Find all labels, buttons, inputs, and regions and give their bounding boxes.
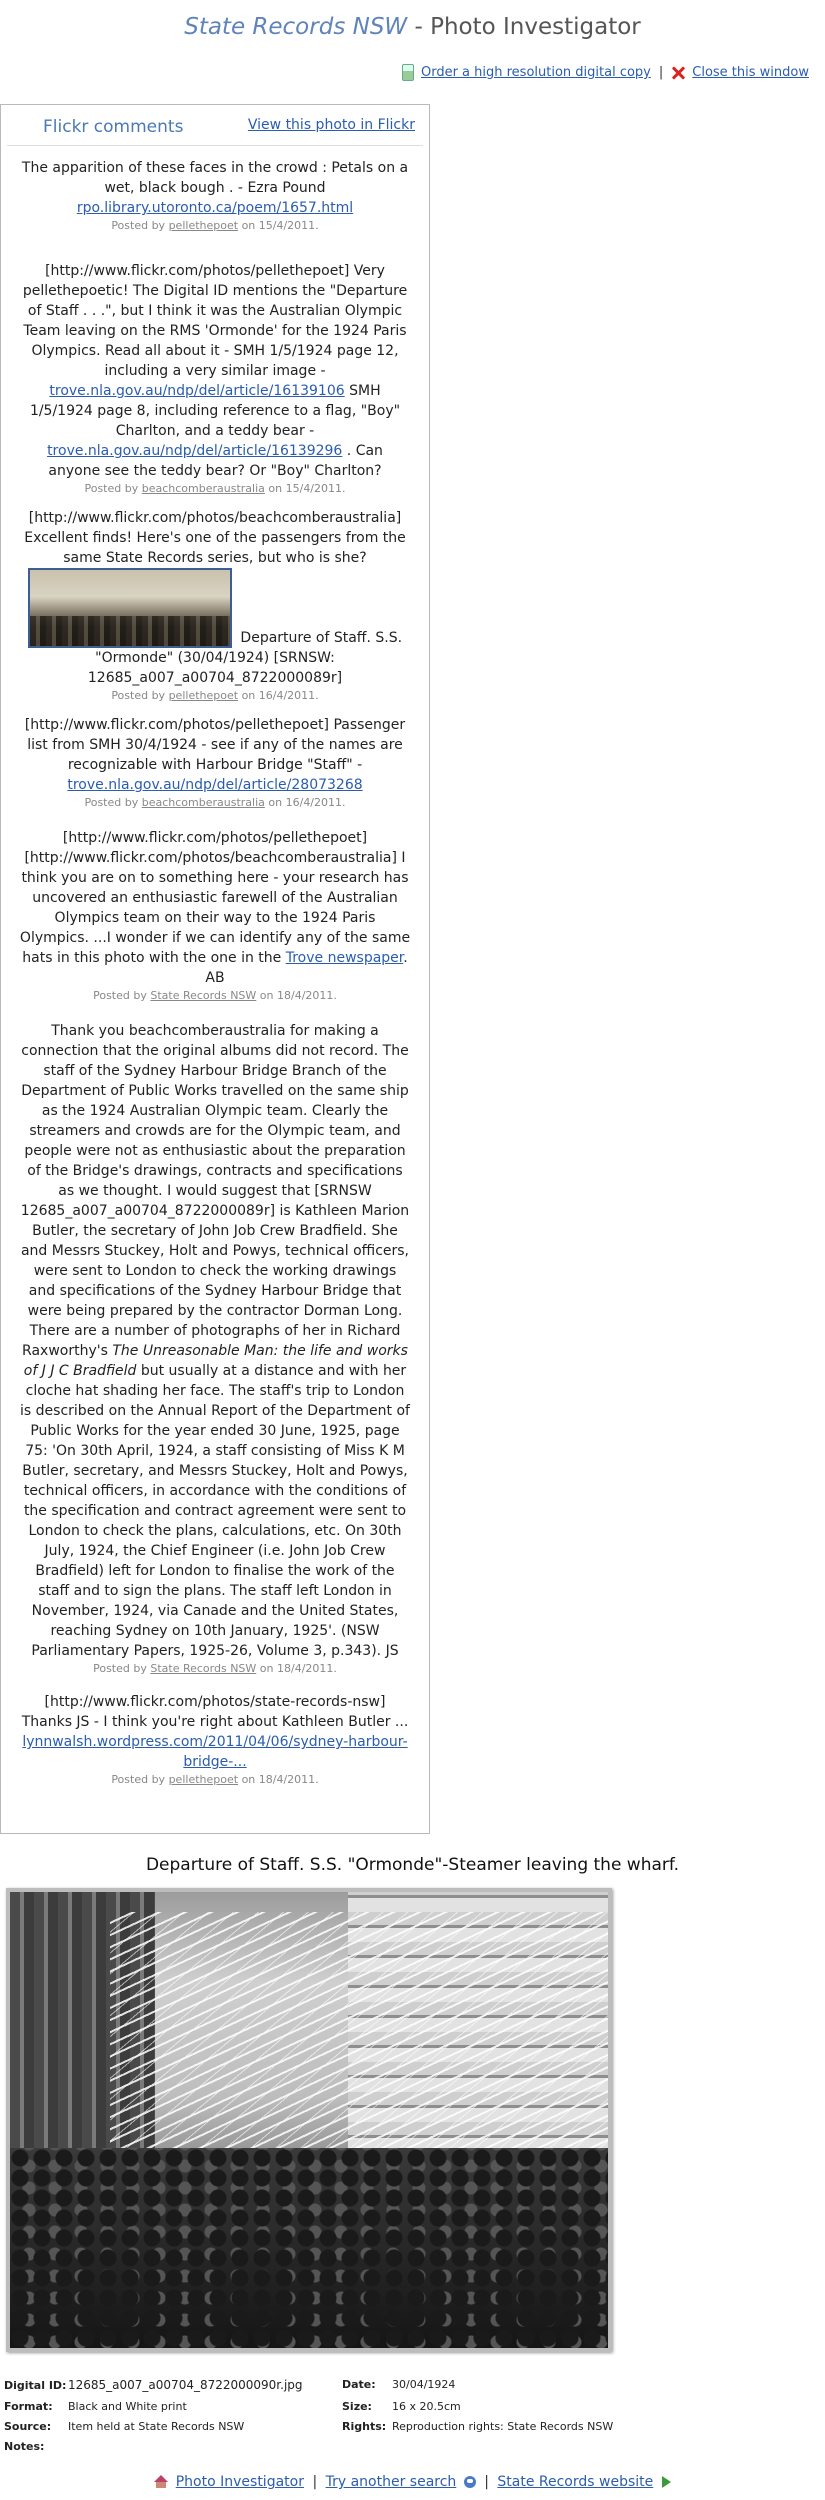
app-name: Photo Investigator bbox=[430, 14, 641, 40]
comment bbox=[1, 1021, 429, 1676]
comment-date: 16/4/2011. bbox=[285, 796, 346, 809]
comment-link[interactable]: trove.nla.gov.au/ndp/del/article/28073268 bbox=[67, 777, 363, 793]
posted-by-label: Posted by bbox=[93, 989, 147, 1002]
photo-crowd bbox=[10, 2148, 608, 2348]
close-icon[interactable] bbox=[671, 66, 685, 80]
rights-value: Reproduction rights: State Records NSW bbox=[392, 2420, 614, 2433]
comment-text: [http://www.flickr.com/photos/state-records-nsw] Thanks JS - I think you're right about Kathleen Butler ... bbox=[21, 1694, 409, 1730]
panel-title: Flickr comments bbox=[43, 117, 184, 137]
posted-by-label: Posted by bbox=[93, 1662, 147, 1675]
main-photo bbox=[6, 1888, 612, 2352]
comment-author[interactable]: State Records NSW bbox=[150, 989, 257, 1002]
comment bbox=[1, 158, 429, 233]
comment-meta bbox=[19, 795, 411, 810]
on-label: on bbox=[241, 219, 256, 232]
footer-divider: | bbox=[484, 2474, 489, 2490]
posted-by-label: Posted by bbox=[84, 482, 139, 495]
comment bbox=[1, 1692, 429, 1787]
state-records-website-link[interactable]: State Records website bbox=[497, 2474, 654, 2490]
rights-label: Rights: bbox=[342, 2420, 387, 2433]
source-label: Source: bbox=[4, 2420, 52, 2433]
comment-date: 15/4/2011. bbox=[285, 482, 346, 495]
home-icon[interactable] bbox=[154, 2475, 168, 2482]
photo-investigator-link[interactable]: Photo Investigator bbox=[175, 2474, 304, 2490]
book-title: The Unreasonable Man: the life and works of J J C Bradfield bbox=[23, 1343, 408, 1379]
on-label: on bbox=[241, 689, 256, 702]
comment-author[interactable]: State Records NSW bbox=[150, 1662, 257, 1675]
comment bbox=[1, 715, 429, 810]
notes-row bbox=[4, 2440, 68, 2453]
comment-date: 15/4/2011. bbox=[258, 219, 319, 232]
comment-author[interactable]: beachcomberaustralia bbox=[141, 482, 265, 495]
comment-author[interactable]: pellethepoet bbox=[168, 689, 239, 702]
comment-meta bbox=[19, 1661, 411, 1676]
rights-row bbox=[342, 2420, 613, 2433]
comment-body bbox=[19, 715, 411, 795]
on-label: on bbox=[268, 796, 283, 809]
source-row bbox=[4, 2420, 244, 2433]
comment-link[interactable]: rpo.library.utoronto.ca/poem/1657.html bbox=[76, 200, 354, 216]
format-value: Black and White print bbox=[68, 2400, 187, 2413]
order-copy-link[interactable]: Order a high resolution digital copy bbox=[420, 65, 651, 80]
format-label: Format: bbox=[4, 2400, 53, 2413]
notes-label: Notes: bbox=[4, 2440, 45, 2453]
format-row bbox=[4, 2400, 187, 2413]
panel-header bbox=[7, 105, 423, 146]
comment-link[interactable]: lynnwalsh.wordpress.com/2011/04/06/sydney-harbour-bridge-... bbox=[22, 1734, 408, 1770]
comment-body bbox=[19, 508, 411, 688]
page-title bbox=[0, 14, 825, 40]
comment-text: [http://www.flickr.com/photos/pellethepoet] [http://www.flickr.com/photos/beachcomberaustralia] I think you are on to something here - your research has uncovered an enthusiastic farewell of the Australian Olympics team on their way to the 1924 Paris Olympics. ...I wonder if we can identify any of the same hats in this photo with the one in the bbox=[19, 830, 411, 966]
posted-by-label: Posted by bbox=[111, 1773, 166, 1786]
comment-text: [http://www.flickr.com/photos/beachcomberaustralia] Excellent finds! Here's one of the passengers from the same State Records series, but who is she? bbox=[24, 510, 406, 566]
comment bbox=[1, 508, 429, 703]
comment-meta bbox=[19, 688, 411, 703]
comment-link[interactable]: Trove newspaper bbox=[285, 950, 404, 966]
posted-by-label: Posted by bbox=[111, 689, 166, 702]
title-separator: - bbox=[407, 14, 431, 40]
actions-divider: | bbox=[658, 65, 664, 80]
posted-by-label: Posted by bbox=[111, 219, 166, 232]
comment-meta bbox=[19, 988, 411, 1003]
site-name: State Records NSW bbox=[184, 14, 408, 40]
size-row bbox=[342, 2400, 461, 2413]
photo-caption: Departure of Staff. S.S. "Ormonde"-Steamer leaving the wharf. bbox=[145, 1855, 680, 1875]
comment-text: The apparition of these faces in the crowd : Petals on a wet, black bough . - Ezra Pound bbox=[21, 160, 409, 196]
digital-id-label: Digital ID: bbox=[4, 2379, 67, 2392]
search-icon[interactable] bbox=[464, 2476, 476, 2488]
comment-link[interactable]: trove.nla.gov.au/ndp/del/article/16139106 bbox=[49, 383, 345, 399]
on-label: on bbox=[259, 989, 274, 1002]
comment-text: . Can anyone see the teddy bear? Or "Boy" Charlton? bbox=[48, 443, 383, 479]
comment-date: 18/4/2011. bbox=[277, 989, 337, 1002]
comment-meta bbox=[19, 481, 411, 496]
date-value: 30/04/1924 bbox=[392, 2378, 456, 2391]
on-label: on bbox=[241, 1773, 256, 1786]
posted-by-label: Posted by bbox=[84, 796, 139, 809]
date-row bbox=[342, 2378, 455, 2391]
comment-text: [http://www.flickr.com/photos/pellethepoet] Passenger list from SMH 30/4/1924 - see if any of the names are recognizable with Harbour Bridge "Staff" - bbox=[24, 717, 406, 773]
comment-link[interactable]: trove.nla.gov.au/ndp/del/article/16139296 bbox=[47, 443, 343, 459]
comment-date: 18/4/2011. bbox=[258, 1773, 319, 1786]
passenger-thumbnail[interactable] bbox=[28, 568, 232, 648]
comment-meta bbox=[19, 1772, 411, 1787]
comment-text: SMH 1/5/1924 page 8, including reference to a flag, "Boy" Charlton, and a teddy bear - bbox=[29, 383, 401, 439]
close-window-link[interactable]: Close this window bbox=[692, 65, 809, 80]
arrow-right-icon[interactable] bbox=[662, 2476, 671, 2488]
comment-author[interactable]: pellethepoet bbox=[168, 219, 239, 232]
comment bbox=[1, 828, 429, 1003]
digital-id-value: 12685_a007_a00704_8722000090r.jpg bbox=[68, 2378, 303, 2392]
footer-divider: | bbox=[312, 2474, 318, 2490]
comment-text: . AB bbox=[205, 950, 408, 986]
on-label: on bbox=[268, 482, 283, 495]
comment-text: but usually at a distance and with her cloche hat shading her face. The staff's trip to London is described on the Annual Report of the Department of Public Works for the year ended 30 June, 1925, page 75: 'On 30th April, 1924, a staff consisting of Miss K M Butler, secretary, and Messrs Stuckey, Holt and Powys, technical officers, in accordance with the conditions of the specification and contract agreement were sent to London to check the plans, calculations, etc. On 30th July, 1924, the Chief Engineer (i.e. John Job Crew Bradfield) left for London to finalise the work of the staff and to sign the plans. The staff left London in November, 1924, via Canade and the United States, reaching Sydney on 10th January, 1925'. (NSW Parliamentary Papers, 1925-26, Volume 3, p.343). JS bbox=[20, 1363, 410, 1659]
size-label: Size: bbox=[342, 2400, 372, 2413]
top-actions bbox=[402, 64, 809, 81]
footer-nav bbox=[0, 2474, 825, 2490]
comment-date: 18/4/2011. bbox=[277, 1662, 337, 1675]
try-another-search-link[interactable]: Try another search bbox=[325, 2474, 457, 2490]
source-value: Item held at State Records NSW bbox=[68, 2420, 245, 2433]
on-label: on bbox=[259, 1662, 274, 1675]
comment-text: Thank you beachcomberaustralia for making a connection that the original albums did not record. The staff of the Sydney Harbour Bridge Branch of the Department of Public Works travelled on the same ship as the 1924 Australian Olympic team. Clearly the streamers and crowds are for the Olympic team, and people were not as enthusiastic about the preparation of the Bridge's drawings, contracts and specifications as we thought. I would suggest that [SRNSW 12685_a007_a00704_8722000089r] is Kathleen Marion Butler, the secretary of John Job Crew Bradfield. She and Messrs Stuckey, Holt and Powys, technical officers, were sent to London to check the working drawings and specifications of the Sydney Harbour Bridge that were being prepared by the contractor Dorman Long. There are a number of photographs of her in Richard Raxworthy's bbox=[20, 1023, 410, 1359]
comment-author[interactable]: beachcomberaustralia bbox=[141, 796, 265, 809]
view-in-flickr-link[interactable]: View this photo in Flickr bbox=[247, 117, 415, 133]
comment-body bbox=[19, 1021, 411, 1661]
thumbnail-caption: Departure of Staff. S.S. "Ormonde" (30/04/1924) [SRNSW: 12685_a007_a00704_8722000089r] bbox=[87, 630, 403, 686]
date-label: Date: bbox=[342, 2378, 376, 2391]
digital-id-row bbox=[4, 2378, 303, 2392]
comment-date: 16/4/2011. bbox=[258, 689, 319, 702]
comment-body bbox=[19, 1692, 411, 1772]
comment-author[interactable]: pellethepoet bbox=[168, 1773, 239, 1786]
flickr-comments-panel bbox=[0, 104, 430, 1834]
comment-body bbox=[19, 158, 411, 218]
comment-meta bbox=[19, 218, 411, 233]
comment-body bbox=[19, 261, 411, 481]
comment-text: [http://www.flickr.com/photos/pellethepoet] Very pellethepoetic! The Digital ID mentions the "Departure of Staff . . .", but I think it was the Australian Olympic Team leaving on the RMS 'Ormonde' for the 1924 Paris Olympics. Read all about it - SMH 1/5/1924 page 12, including a very similar image - bbox=[22, 263, 408, 379]
size-value: 16 x 20.5cm bbox=[392, 2400, 461, 2413]
comment-body bbox=[19, 828, 411, 988]
comment bbox=[1, 261, 429, 496]
order-copy-icon[interactable] bbox=[402, 64, 414, 81]
